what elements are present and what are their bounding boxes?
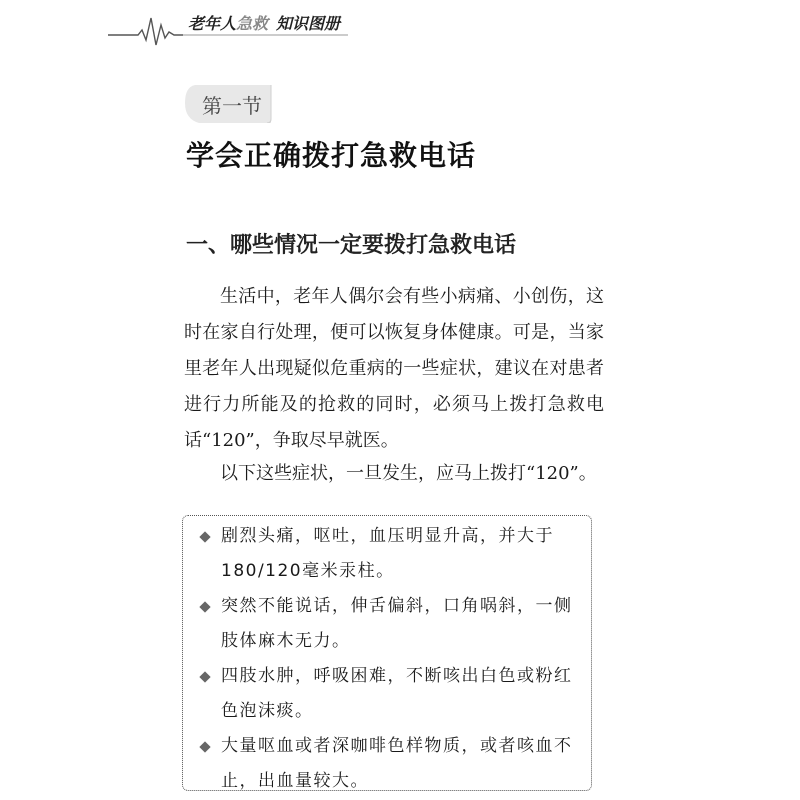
section-title: 学会正确拨打急救电话 (186, 139, 477, 172)
body-paragraph: 以下这些症状，一旦发生，应马上拨打“120”。 (220, 463, 597, 484)
symptom-text: 大量呕血或者深咖啡色样物质，或者咳血不止，出血量较大。 (221, 736, 573, 791)
diamond-bullet-icon (199, 671, 210, 682)
symptom-text: 剧烈头痛，呕吐，血压明显升高，并大于180/120毫米汞柱。 (221, 526, 554, 581)
diamond-bullet-icon (199, 531, 210, 542)
body-paragraph: 生活中，老年人偶尔会有些小病痛、小创伤，这时在家自行处理，便可以恢复身体健康。可是，当家里老年人出现疑似危重病的一些症状，建议在对患者进行力所能及的抢救的同时，必须马上拨打急救电话“120”，争取尽早就医。 (184, 286, 604, 451)
symptom-box (182, 515, 592, 791)
symptom-item (199, 729, 577, 799)
subsection-title: 一、哪些情况一定要拨打急救电话 (186, 232, 517, 258)
section-tab (185, 85, 295, 123)
diamond-bullet-icon (199, 601, 210, 612)
symptom-text: 突然不能说话，伸舌偏斜，口角㖞斜，一侧肢体麻木无力。 (221, 596, 573, 651)
symptom-item (199, 659, 577, 729)
diamond-bullet-icon (199, 741, 210, 752)
symptom-text: 四肢水肿，呼吸困难，不断咳出白色或粉红色泡沫痰。 (221, 666, 573, 721)
page-header (0, 0, 800, 50)
symptom-list (199, 519, 577, 799)
symptom-item (199, 519, 577, 589)
book-title: 老年人急救 知识图册 (188, 14, 341, 33)
symptom-item (199, 589, 577, 659)
section-label: 第一节 (202, 94, 262, 118)
heartbeat-line-icon (0, 0, 800, 50)
